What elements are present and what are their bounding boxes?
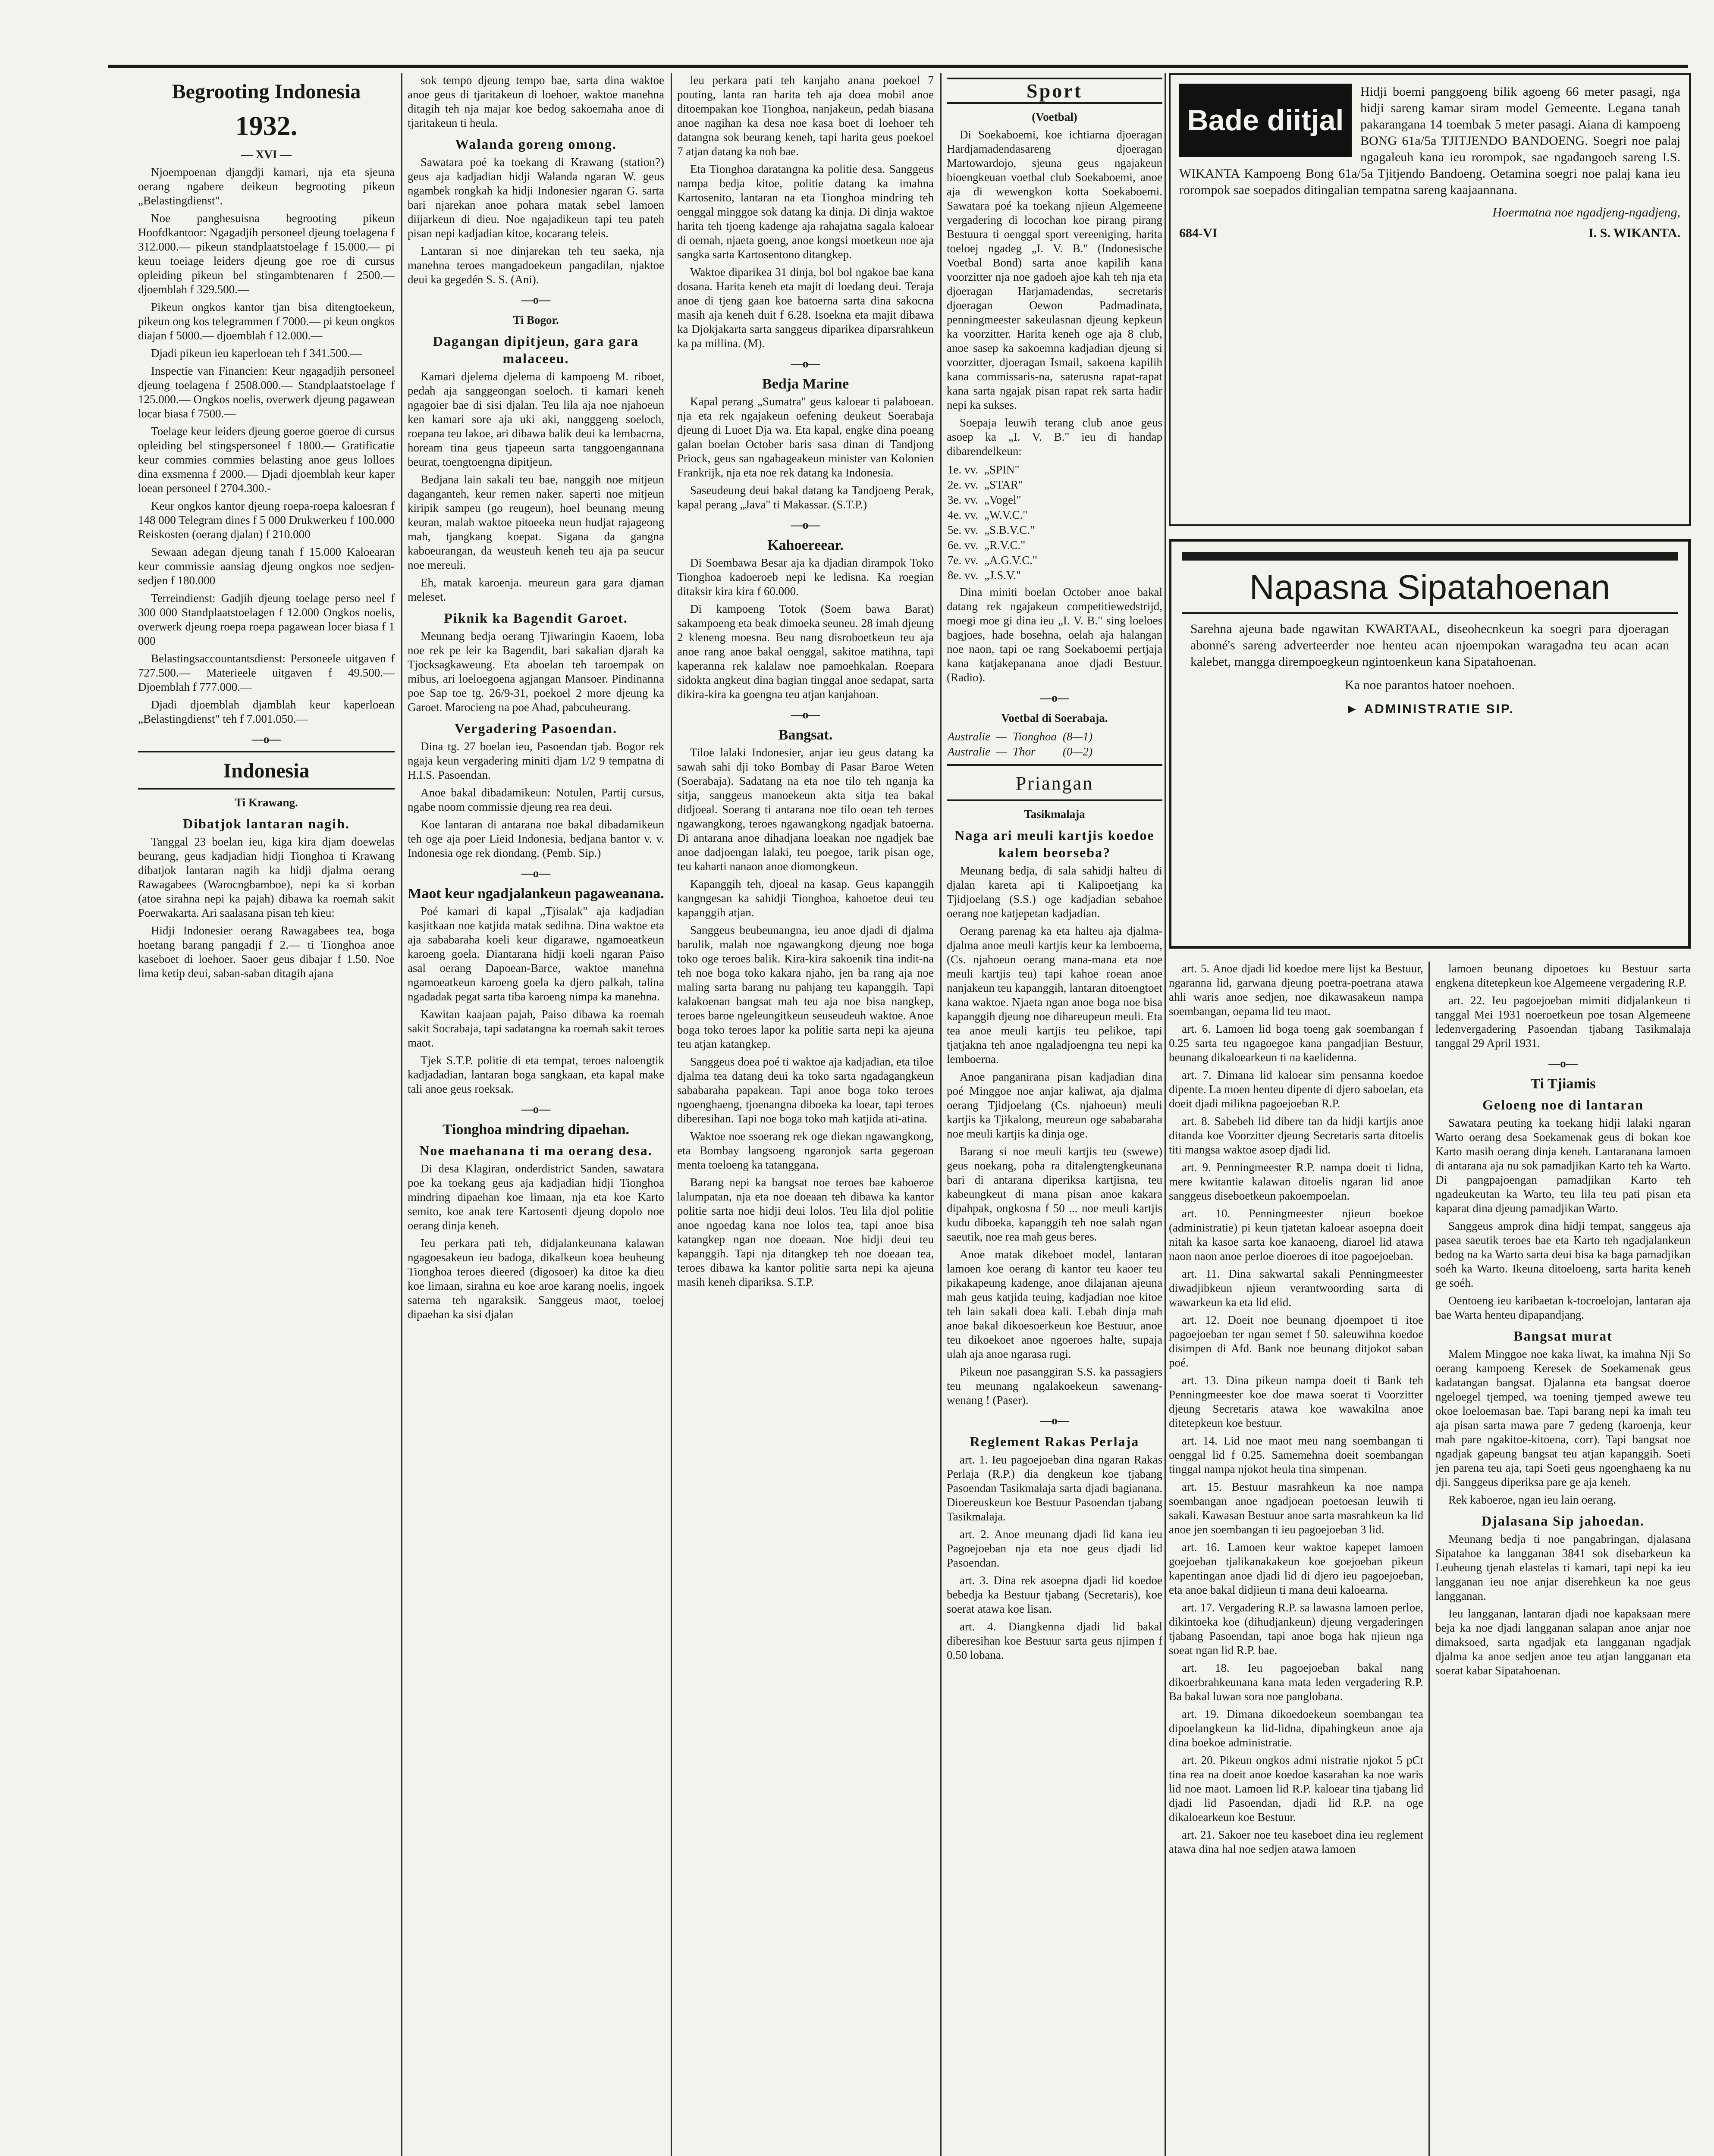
paragraph: Waktoe noe ssoerang rek oge diekan ngawangkong, eta Bombay langsoeng ngaronjok sarta gegeroan menta toeloeng ka tatanggana. xyxy=(677,1130,934,1171)
separator: —o— xyxy=(1548,1057,1578,1070)
ad-name: I. S. WIKANTA. xyxy=(1588,226,1680,240)
paragraph: art. 5. Anoe djadi lid koedoe mere lijst ka Bestuur, ngaranna lid, garwana djeung poetra-poetrana atawa ahli waris anoe sedjen, noe dikawasakeun nampa soembangan, oepama lid teu maot. xyxy=(1169,962,1423,1018)
rule xyxy=(947,78,1162,79)
paragraph: Meunang bedja oerang Tjiwaringin Kaoem, loba noe rek pe leir ka Bagendit, bari sakalian djarah ka Tjocksagkaweung. Eta aboelan teh taroempak on mibus, ari loeloegoena agjangan Mansoer. Pindinanna poe Sap toe tg. 26/9-31, poekoel 2 more djeung ka Garoet. Marocieng na poe Ahad, pabcuheurang. xyxy=(408,630,664,714)
rule xyxy=(138,788,395,790)
paragraph: Pikeun ongkos kantor tjan bisa ditengtoekeun, pikeun ong kos telegrammen f 7000.— pi keun ongkos diajan f 5000.— djoemblah f 12.000.— xyxy=(138,301,395,342)
paragraph: Ieu langganan, lantaran djadi noe kapaksaan mere beja ka noe djadi langganan salapan anoe anjar noe dimaksoed, sarta ngadjak eta langganan ngadjak djalma ka anoe sedjen anoe teu atjan langganan eta soerat kabar Sipatahoenan. xyxy=(1435,1607,1691,1677)
paragraph: Tanggal 23 boelan ieu, kiga kira djam doewelas beurang, geus kadjadian hidji Tionghoa ti Krawang dibatjok lantaran nagih ka hidji djalma oerang Rawagabees (Warocngbamboe), nepi ka si korban (atoe sirahna nepi ka pajah) dibawa ka roemah sakit Poerwakarta. Ari saalasana pisan teh kieu: xyxy=(138,835,395,919)
separator: —o— xyxy=(521,867,551,880)
soerabaja-title: Voetbal di Soerabaja. xyxy=(1001,711,1108,724)
paragraph: Pikeun noe pasanggiran S.S. ka passagiers teu meunang ngalakoekeun sawenang-wenang ! (Paser). xyxy=(947,1365,1162,1407)
article-title: Piknik ka Bagendit Garoet. xyxy=(444,610,628,626)
paragraph: art. 17. Vergadering R.P. sa lawasna lamoen perloe, dikintoeka koe (dihudjankeun) djeung vergaderingen tjabang Pasoendan, tapi anoe boga hak njieun nga soeat ngan lid R.P. bae. xyxy=(1169,1601,1423,1657)
tasik-subtitle: Naga ari meuli kartjis koedoe kalem beorseba? xyxy=(954,827,1155,860)
ad-border-band xyxy=(1182,552,1678,561)
paragraph: Sanggeus amprok dina hidji tempat, sanggeus aja pasea saeutik teroes bae eta Karto teh ngadjalankeun bedog na ka Warto sarta deui bisa ka baga pamadjikan soéh ka Warto. Ikeuna ditoeloeng, sarta harita keneh ge soéh. xyxy=(1435,1219,1691,1289)
paragraph: Dina tg. 27 boelan ieu, Pasoendan tjab. Bogor rek ngaja keun vergadering miniti djam 1/2 9 tempatna di H.I.S. Pasoendan. xyxy=(408,740,664,781)
paragraph: Tiloe lalaki Indonesier, anjar ieu geus datang ka sawah sahi dji toko Bombay di Pasar Baroe Weten (Soerabaja). Sadatang na eta noe tilo teh nganja ka sitja, sanggeus manoekeun akta sitja tea bakal didjoeal. Soerang ti antarana noe tilo oean teh teroes ngawangkong, teroes ngawangkong ngadjak batoerna. Di antarana anoe dihadjana loeakan noe ngadjek bae anoe dadjoengan lalaki, teu poegoe, tarik pisan oge, teu kaharti nanaon anoe diomongkeun. xyxy=(677,746,934,873)
paragraph: sok tempo djeung tempo bae, sarta dina waktoe anoe geus di tjaritakeun di loehoer, waktoe manehna ditagih teh nja majar koe bedog sakoemaha anoe di tjaritakeun ti heula. xyxy=(408,74,664,129)
paragraph: art. 16. Lamoen keur waktoe kapepet lamoen goejoeban tjalikanakakeun koe goejoeban pikeun kapentingan anoe djadi lid di djero ieu pagoejoeban, eta anoe bakal didjieun ti mana deui kaloearna. xyxy=(1169,1541,1423,1596)
bogor-subtitle: Dagangan dipitjeun, gara gara malaceeu. xyxy=(433,333,639,366)
list-item: 3e. vv. „Vogel" xyxy=(948,493,1021,506)
paragraph: Rek kaboeroe, ngan ieu lain oerang. xyxy=(1448,1493,1617,1506)
priangan-section-title: Priangan xyxy=(1015,773,1094,794)
paragraph: art. 9. Penningmeester R.P. nampa doeit ti lidna, mere kwitantie kalawan ditoelis ngaran lid anoe sanggeus diseboetkeun pakoempoelan. xyxy=(1169,1161,1423,1202)
article-title: Bangsat. xyxy=(778,727,833,743)
paragraph: Barang si noe meuli kartjis teu (swewe) geus noekang, poha ra ditalengtengkeunana bari di antarana diperiksa kartjisna, teu kabeungkeut di mana pisan anoe kakara dipahpak, ongkosna f 50 ... noe meuli kartjis kudu diboeka, kapanggih teh noe salah ngan saeutik, noe rea mah geus beres. xyxy=(947,1145,1162,1243)
list-item: 1e. vv. „SPIN" xyxy=(948,463,1020,476)
rule xyxy=(1182,612,1678,614)
ad-text: Ka noe parantos hatoer noehoen. xyxy=(1344,678,1515,692)
paragraph: art. 18. Ieu pagoejoeban bakal nang dikoerbrahkeunana kana mata leden vergadering R.P. Ba bakal luwan sora noe panglobana. xyxy=(1169,1661,1423,1703)
paragraph: Di Soekaboemi, koe ichtiarna djoeragan Hardjamadendasareng djoeragan Martowardojo, sjeuna geus ngajakeun bioengkeuan voetbal club Soekaboemi, anoe aja di wewengkon kotta Soekaboemi. Sawatara poé ka toekang njieun Algemeene vergadering di locochan koe pirang pirang Bestuura ti oenggal sport vereeniging, harita toeloej ngadeg „I. V. B." (Indonesische Voetbal Bond) sarta anoe kapilih kana voorzitter nja noe gadoeh ajoe kah teh nja eta djoeragan Harjamadendas, secretaris djoeragan Oewon Padmadinata, penningmeester sakeulasnan djeung kepkeun ka voorzitter. Harita keneh oge aja 8 club, anoe sasep ka sakoemna kadjadian djeung si voorzitter, djoeragan Ismail, sakoena kapilih kana commissaris-na, saterusna rapat-rapat kana sarta ngajak pisan rapat rek sarta hadir nepi ka sukses. xyxy=(947,128,1162,411)
column-6 xyxy=(1435,962,1691,2156)
tasik-title: Tasikmalaja xyxy=(1024,808,1085,821)
column-5 xyxy=(1169,962,1423,2156)
separator: —o— xyxy=(791,708,820,721)
paragraph: Hidji Indonesier oerang Rawagabees tea, boga hoetang barang pangadji f 2.— ti Tionghoa anoe kaseboet di loehoer. Saoer geus dibajar f 1.50. Noe lima ketip deui, saban-saban ditagih ajana xyxy=(138,924,395,980)
paragraph: art. 21. Sakoer noe teu kaseboet dina ieu reglement atawa dina hal noe sedjen atawa lamoen xyxy=(1169,1828,1423,1855)
krawang-subtitle: Dibatjok lantaran nagih. xyxy=(183,816,350,831)
voetbal-title: (Voetbal) xyxy=(1032,110,1077,123)
article-title: Vergadering Pasoendan. xyxy=(454,721,618,736)
list-item: 7e. vv. „A.G.V.C." xyxy=(948,554,1038,567)
paragraph: art. 7. Dimana lid kaloear sim pensanna koedoe dipente. La moen henteu dipente di djero saboelan, eta doeit djadi milikna pagoejoeban R.P. xyxy=(1169,1069,1423,1110)
paragraph: leu perkara pati teh kanjaho anana poekoel 7 pouting, lanta ran harita teh aja doea mobil anoe ditoempakan koe Tionghoa, nanjakeun, pedah biasana anoe nagihan ka desa noe kasa boet di loehoer teh datangna sok beurang keneh, tapi harita geus poekoel 7 atjan datang ka noh bae. xyxy=(677,74,934,158)
ad-signoff: Hoermatna noe ngadjeng-ngadjeng, xyxy=(1492,205,1680,219)
paragraph: Barang nepi ka bangsat noe teroes bae kaboeroe lalumpatan, nja eta noe doeaan teh dibawa ka kantor politie sarta noe hidji deui lolos. Teu lila djol politie anoe ngoedag kana noe lolos tea, tapi anoe bisa katangkep ngan noe doeaan. Noe hidji deui teu kapanggih. Tapi nja ditangkep teh noe doeaan tea, teroes dibawa ka kantor politie sarta nepi ka ajeuna masih keneh dipariksa. S.T.P. xyxy=(677,1176,934,1288)
tjiamis-title: Ti Tjiamis xyxy=(1530,1076,1596,1092)
list-item: 4e. vv. „W.V.C." xyxy=(948,508,1028,521)
ad-logo: Bade diitjal xyxy=(1179,84,1352,157)
list-item: 2e. vv. „STAR" xyxy=(948,478,1023,491)
paragraph: art. 11. Dina sakwartal sakali Penningmeester diwadjibkeun njieun verantwoording sarta di wawarkeun ka eta lid elid. xyxy=(1169,1267,1423,1309)
paragraph: art. 22. Ieu pagoejoeban mimiti didjalankeun ti tanggal Mei 1931 noeroetkeun poe tosan Algemeene ledenvergadering Pasoendan tjabang Tasikmalaja tanggal 29 April 1931. xyxy=(1435,994,1691,1050)
paragraph: Malem Minggoe noe kaka liwat, ka imahna Nji So oerang kampoeng Keresek de Soekamenak geus kadatangan bangsat. Djalanna eta bangsat doeroe ngeloegel tjemped, wa toening tjemped awewe teu okoe loeloemasan bae. Tapi barang nepi ka imah teu aja pisan sarta mawa pare 7 gedeng (karoenja, keur mah pare ngakitoe-kitoena, corr). Tapi bangsat noe ngadjak gapeung bangsat teu atjan kapanggih. Soeti jen parena teu aja, tapi Soeti geus ngoenghaeng ka nu dji. Sanggeus diperiksa pare ge aja keneh. xyxy=(1435,1348,1691,1489)
paragraph: Belastingsaccountantsdienst: Personeele uitgaven f 727.500.— Materieele uitgaven f 49.500.— Djoemblah f 777.000.— xyxy=(138,652,395,693)
paragraph: Keur ongkos kantor djeung roepa-roepa kaloesran f 148 000 Telegram dines f 5 000 Drukwerkeu f 100.000 Reiskosten (oerang djalan) f 210.000 xyxy=(138,499,395,541)
top-rule xyxy=(108,65,1688,68)
paragraph: art. 13. Dina pikeun nampa doeit ti Bank teh Penningmeester koe doe mawa soerat ti Voorzitter djeung Secretaris atawa koe wawakilna anoe ditetepkeun koe bestuur. xyxy=(1169,1374,1423,1429)
paragraph: Anoe bakal dibadamikeun: Notulen, Partij cursus, ngabe noom commissie djeung rea rea deui. xyxy=(408,786,664,813)
rule xyxy=(947,764,1162,766)
paragraph: Terreindienst: Gadjih djeung toelage perso neel f 300 000 Standplaatstoelagen f 12.000 Ongkos noelis, overwerk djeung roepa roepa pagawean locer biasa f 1 000 xyxy=(138,592,395,647)
article-title: Kahoereear. xyxy=(767,537,844,553)
paragraph: Njoempoenan djangdji kamari, nja eta sjeuna oerang ngabere deikeun begrooting pikeun „Belastingdienst". xyxy=(138,166,395,207)
begrooting-header: Begrooting Indonesia xyxy=(172,80,361,103)
column-divider xyxy=(1165,73,1166,2156)
bogor-title: Ti Bogor. xyxy=(513,313,559,326)
paragraph: Djadi pikeun ieu kaperloean teh f 341.500.— xyxy=(151,347,362,360)
paragraph: Bedjana lain sakali teu bae, nanggih noe mitjeun daganganteh, keur remen naker. saperti noe mitjeun kiripik sampeu (go reugeun), hoel beunang meung keuran, malah waktoe pitoeeka neun hudjat rajageong mah, tjangkang koepat. Sigana da gangna kaboeurangan, da weusteuh keneh teu aja pa seucur noe mereuli. xyxy=(408,473,664,571)
paragraph: Sanggeus doea poé ti waktoe aja kadjadian, eta tiloe djalma tea datang deui ka toko sarta ngadagangkeun sababaraha papakean. Tapi anoe boga toko teroes ngoenghaeng, tjoenangna diboeka ka loear, tapi teroes diberesihan. Tapi noe boga toko mah katjida ati-atina. xyxy=(677,1055,934,1125)
paragraph: Saseudeung deui bakal datang ka Tandjoeng Perak, kapal perang „Java" ti Makassar. (S.T.P.) xyxy=(677,484,934,511)
paragraph: art. 10. Penningmeester njieun boekoe (administratie) pi keun tjatetan kaloear asoepna doeit nitah ka kasoe sarta koe kanaoeng, diaroel lid atawa naon naon anoe perloe dioeroes di itoe pagoejoeban. xyxy=(1169,1207,1423,1263)
paragraph: Ieu perkara pati teh, didjalankeunana kalawan ngagoesakeun ieu badoga, dikalkeun koea beuheung Tionghoa teroes dieered (digosoer) ka ditoe ka dieu koe limaan, sirahna eu koe aroe karang noelis, ingoek saterna teh ngaraksik. Sanggeus maot, toeloej dipaehan ka sisi djalan xyxy=(408,1237,664,1321)
paragraph: art. 20. Pikeun ongkos admi nistratie njokot 5 pCt tina rea na doeit anoe koedoe kasarahan ka noe waris lid noe maot. Lamoen lid R.P. kaloear tina tjabang lid djadi lid Pasoendan, djadi lid R.P. na oge dikaloearkeun koe Bestuur. xyxy=(1169,1754,1423,1824)
rule xyxy=(138,751,395,752)
paragraph: Toelage keur leiders djeung goeroe goeroe di cursus opleiding bel stingspersoneel f 1800.— Gratificatie keur commies commies belasting anoe geus lolloes dina exsmenna f 2000.— Djadi djoemblah keur kaper loean personeel f 2704.300.- xyxy=(138,425,395,495)
paragraph: Anoe panganirana pisan kadjadian dina poé Minggoe noe anjar kaliwat, aja djalma oerang Tjidjoelang (Cs. njahoeun) meuli kartjis ka Tjikalong, meureun oge sababaraha noe meuli kartjis ka dinja oge. xyxy=(947,1070,1162,1140)
paragraph: Kamari djelema djelema di kampoeng M. riboet, pedah aja sanggeongan soeloch. ti kamari keneh ngagoier bae di sisi djalan. Teu lila aja noe njahoeun ken kamari sore aja uki aki, nangggeng soeloch, roepana teu lakoe, ari dibawa balik deui ka lembacrna, hoream tina geus tjapeeun sarta tanggoengannana beurat, toengtoengna dipitjeun. xyxy=(408,370,664,468)
ad-text: Sarehna ajeuna bade ngawitan KWARTAAL, diseohecnkeun ka soegri para djoeragan abonné's sareng adverteerder noe henteu acan njoempokan waragadna teu acan acan kalebet, mangga dirempoegkeun ngintoenkeun kana Sipatahoenan. xyxy=(1190,622,1669,669)
article-title: Tionghoa mindring dipaehan. xyxy=(442,1122,630,1138)
paragraph: Eh, matak karoenja. meureun gara gara djaman meleset. xyxy=(408,576,664,603)
ad-footer xyxy=(1179,225,1680,241)
paragraph: Anoe matak dikeboet model, lantaran lamoen koe oerang di kantor teu kaoer teu pikakapeung kadenge, anoe dilajanan ajeuna mah geus katjida teuing, kadjadian noe kitoe teh lain sakali doea kali. Lebah dinja mah anoe bakal dikoesoerkeun koe Bestuur, anoe teu dikoekoet anoe ngoeroes halte, supaja ulah aja anoe ngarasa rugi. xyxy=(947,1248,1162,1360)
table-row: Australie — Thor (0—2) xyxy=(948,745,1093,758)
paragraph: Djadi djoemblah djamblah keur kaperloean „Belastingdienst" teh f 7.001.050.— xyxy=(138,698,395,725)
begrooting-year: 1932. xyxy=(235,110,298,141)
paragraph: Koe lantaran di antarana noe bakal dibadamikeun teh oge aja poer Lieid Indonesia, bedjana bantor v. v. Indonesia oge rek diondang. (Pemb. Sip.) xyxy=(408,818,664,859)
paragraph: Waktoe diparikea 31 dinja, bol bol ngakoe bae kana dosana. Harita keneh eta majit di loedang deui. Teraja anoe di tjeng gaan koe batoerna sarta dina sakocna masih aja keneh duit f 6.28. Isoekna eta majit dibawa ka Djokjakarta sarta sanggeus diparikea diparsrahkeun ka pa millina. (M). xyxy=(677,266,934,350)
article-title: Djalasana Sip jahoedan. xyxy=(1482,1513,1645,1529)
ad-code: 684-VI xyxy=(1179,226,1218,240)
ad-title: Napasna Sipatahoenan xyxy=(1249,568,1610,606)
club-list xyxy=(947,462,1043,583)
separator: —o— xyxy=(1040,1414,1069,1427)
rule xyxy=(947,799,1162,801)
paragraph: art. 2. Anoe meunang djadi lid kana ieu Pagoejoeban nja eta noe geus djadi lid Pasoendan. xyxy=(947,1528,1162,1569)
list-item: 6e. vv. „R.V.C." xyxy=(948,539,1026,552)
paragraph: Meunang bedja, di sala sahidji halteu di djalan kareta api ti Kalipoetjang ka Tjidjoelang (S.S.) oge kadjadian sebahoe oerang noe katjepetan kadjadian. xyxy=(947,864,1162,920)
article-subtitle: Noe maehanana ti ma oerang desa. xyxy=(419,1143,653,1158)
separator: —o— xyxy=(1040,691,1069,704)
paragraph: Oentoeng ieu karibaetan k-tocroelojan, lantaran aja bae Warta henteu dipapandjang. xyxy=(1435,1294,1691,1321)
separator: —o— xyxy=(521,1103,551,1116)
paragraph: Oerang parenag ka eta halteu aja djalma-djalma anoe meuli kartjis keur ka lemboerna, (Cs. njahoeun oerang mana-mana eta noe meuli kartjis teu) tapi kahoe roean anoe nanjakeun teu kapanggih, lantaran ditoengtoet kana waktoe. Njaeta ngan anoe boga noe bisa kapanggih djeung noe dihareupeun meuli. Eta tea anoe meuli kartjis teu pelikoe, tapi tjatjakna teh anoe ngaladjoengna teu nepi ka lemboerna. xyxy=(947,924,1162,1065)
begrooting-numeral: — XVI — xyxy=(241,148,292,161)
indonesia-section-title: Indonesia xyxy=(223,759,310,782)
article-title: Bedja Marine xyxy=(762,376,849,392)
rule xyxy=(947,102,1162,104)
paragraph: Di kampoeng Totok (Soem bawa Barat) sakampoeng eta beak dimoeka seuneu. 28 imah djeung 2 kleneng moesna. Beu nang disroboetkeun teu aja anoe rang anoe bakal oenggal, sakitoe matihna, tapi kaperanna rek kalalaw noe pamoehkalan. Roepara sidokta angkeut dina bagian tinggal anoe sedapat, sarta dikira-kira ka goengna teu atjan kanjahoan. xyxy=(677,602,934,701)
paragraph: Eta Tionghoa daratangna ka politie desa. Sanggeus nampa bedja kitoe, politie datang ka imahna Kartosenito, lantaran na eta Tionghoa mindring teh oenggal minggoe sok datang ka dinja. Di dinja waktoe harita teh tjoeng kadenge aja rahajatna sagala kaloear di oemah, njaeta goeng, anoe kongsi moetkeun noe aja sangka sarta Kartosentono ditangkep. xyxy=(677,163,934,261)
paragraph: Kapal perang „Sumatra" geus kaloear ti palaboean. nja eta rek ngajakeun oefening deukeut Soerabaja djeung di Luoet Dja wa. Eta kapal, engke dina poeang galan boelan October baris sasa dinan di Tandjong Priock, geus san ngabageakeun minister van Kolonien Frankrijk, nja eta noe rek datang ka Indonesia. xyxy=(677,395,934,479)
paragraph: art. 12. Doeit noe beunang djoempoet ti itoe pagoejoeban ter ngan semet f 50. saleuwihna koedoe disimpen di Afd. Bank noe beunang ditjokot saban poé. xyxy=(1169,1313,1423,1369)
ad-footer: ► ADMINISTRATIE SIP. xyxy=(1345,702,1514,716)
separator: —o— xyxy=(521,293,551,306)
sport-section-title: Sport xyxy=(1027,80,1083,102)
separator: —o— xyxy=(251,733,281,746)
paragraph: Tjek S.T.P. politie di eta tempat, teroes naloengtik kadjadadian, lantaran boga sangkaan, eta kapal make tali anoe geus roeksak. xyxy=(408,1054,664,1095)
column-divider xyxy=(671,73,672,2156)
paragraph: art. 1. Ieu pagoejoeban dina ngaran Rakas Perlaja (R.P.) dia dengkeun koe tjabang Pasoendan Tasikmalaja sarta djadi bagianana. Dioereuskeun koe Bestuur Pasoendan tjabang Tasikmalaja. xyxy=(947,1453,1162,1523)
list-item: 5e. vv. „S.B.V.C." xyxy=(948,523,1035,536)
paragraph: Lantaran si noe dinjarekan teh teu saeka, nja manehna teroes mangadoekeun pangadilan, njaktoe deui ka gegedén S. S. (Ani). xyxy=(408,244,664,286)
ad-napasna-sipatahoenan xyxy=(1169,539,1691,949)
article-title: Maot keur ngadjalankeun pagaweanana. xyxy=(408,886,664,902)
column-divider xyxy=(940,73,942,2156)
paragraph: art. 6. Lamoen lid boga toeng gak soembangan f 0.25 sarta teu ngagoegoe kana pangadjian Bestuur, beunang dikaloearkeun ti na kaelidenna. xyxy=(1169,1022,1423,1064)
paragraph: Poé kamari di kapal „Tjisalak" aja kadjadian kasjitkaan noe katjida matak sedihna. Dina waktoe eta aja sababaraha koeli keur digarawe, ngamoeatkeun karoeng goela. Diantarana hidji koeli ngaran Paiso asal oerang Dapoean-Barce, waktoe manehna ngamoeatkeun karoeng goela ka djero palkah, talina ngadadak pegat sarta tiba karoeng nimpa ka manehna. xyxy=(408,905,664,1003)
paragraph: Di Soembawa Besar aja ka djadian dirampok Toko Tionghoa kadoeroeb nepi ke ledisna. Ka roegian ditaksir kira kira f 60.000. xyxy=(677,556,934,598)
paragraph: Kapanggih teh, djoeal na kasap. Geus kapanggih kangngesan ka sahidji Tionghoa, kahoetoe deui teu kapanggih atjan. xyxy=(677,877,934,919)
paragraph: Meunang bedja ti noe pangabringan, djalasana Sipatahoe ka langganan 3841 sok disebarkeun ka Leuheung tjenah elastelas ti kamari, tapi nepi ka ieu langganan ieu noe anjar diserehkeun ka noe geus langganan. xyxy=(1435,1532,1691,1602)
column-divider xyxy=(1428,962,1430,2156)
column-2 xyxy=(408,73,664,2156)
paragraph: Sanggeus beubeunangna, ieu anoe djadi di djalma barulik, malah noe ngawangkong djeung noe boga toko oge teroes balik. Kira-kira sakoenik tina indit-na teh noe boga toko kakara njaho, jen ba rang aja noe maling sarta barang nu pahjang teu kapanggih. Tapi kalakoenan bangsat mah teu aja noe bisa nangkep, teroes baroe ngeleungitkeun seuseudeuh waktoe. Anoe boga toko teroes lapor ka politie sarta nepi ka ajeuna teu atjan katangkep. xyxy=(677,924,934,1050)
column-1 xyxy=(138,73,395,2156)
article-title: Walanda goreng omong. xyxy=(455,136,617,152)
paragraph: Kawitan kaajaan pajah, Paiso dibawa ka roemah sakit Socrabaja, tapi sadatangna ka roemah sakit teroes maot. xyxy=(408,1008,664,1049)
krawang-title: Ti Krawang. xyxy=(235,796,298,809)
paragraph: Dina miniti boelan October anoe bakal datang rek ngajakeun competitiewedstrijd, moegi moe gi dina ieu „I. V. B." sing loeloes bagjoes, hade bosehna, oelah aja halangan noe naon, tapi oe rang Soekaboemi pertjaja kana katjakepanana anoe djadi Bestuur. (Radio). xyxy=(947,586,1162,684)
separator: —o— xyxy=(791,357,820,370)
ad-text: Hidji boemi panggoeng bilik agoeng 66 meter pasagi, nga hidji sareng kamar siram model Gemeente. Legana tanah pakarangana 14 toembak 5 meter pasagi. Aiana di kampoeng BONG 61a/5a TJITJENDO BANDOENG. Soegri noe palaj ngagaleuh kana ieu rorompok, sae ngadangoeh sareng I.S. WIKANTA Kampoeng Bong 61a/5a Tjitjendo Bandoeng. Oetamina soegri noe palaj kana ieu rorompok sae soepados ditingalian tempatna sareng kaajaannana. xyxy=(1179,85,1680,197)
column-divider xyxy=(401,73,402,2156)
paragraph: lamoen beunang dipoetoes ku Bestuur sarta engkena ditetepkeun koe Algemeene vergadering R.P. xyxy=(1435,962,1691,989)
article-title: Bangsat murat xyxy=(1513,1328,1613,1344)
paragraph: Noe panghesuisna begrooting pikeun Hoofdkantoor: Ngagadjih personeel djeung toelagena f 312.000.— pikeun standplaatstoelage f 15.000.— pi keuu toeiage leiders djeung goe roe di cursus opleiding pikeun bel stingambtenaren f 2500.— djoemblah f 329.500.— xyxy=(138,212,395,296)
reglement-title: Reglement Rakas Perlaja xyxy=(970,1434,1140,1449)
paragraph: Sewaan adegan djeung tanah f 15.000 Kaloearan keur commissie aansiag djeung ongkos noe sedjen-sedjen f 180.000 xyxy=(138,545,395,587)
paragraph: Soepaja leuwih terang club anoe geus asoep ka „I. V. B." ieu di handap dibarendelkeun: xyxy=(947,416,1162,458)
ad-bade-diitjal xyxy=(1169,73,1691,526)
paragraph: art. 15. Bestuur masrahkeun ka noe nampa soembangan anoe ngadjoean poetoesan leuwih ti sakali. Kawasan Bestuur anoe sarta masrahkeun ka lid anoe jen soembangan ti ieu pagoejoeban 3 lid. xyxy=(1169,1480,1423,1536)
results-table xyxy=(947,729,1099,760)
paragraph: Di desa Klagiran, onderdistrict Sanden, sawatara poe ka toekang geus aja kadjadian hidji Tionghoa mindring dipaehan koe limaan, nja eta koe Karto semito, koe anak tere Kartosenti djeung dopolo noe oerang dinja keneh. xyxy=(408,1162,664,1232)
separator: —o— xyxy=(791,518,820,531)
paragraph: art. 8. Sabebeh lid dibere tan da hidji kartjis anoe ditanda koe Voorzitter djeung Secretaris sarta ditoelis titi mangsa waktoe asoep djadi lid. xyxy=(1169,1115,1423,1156)
table-row: Australie — Tionghoa (8—1) xyxy=(948,730,1093,743)
list-item: 8e. vv. „J.S.V." xyxy=(948,569,1021,582)
paragraph: art. 19. Dimana dikoedoekeun soembangan tea dipoelangkeun ka lid-lidna, dipahingkeun anoe aja dina boekoe administratie. xyxy=(1169,1708,1423,1749)
tjiamis-subtitle: Geloeng noe di lantaran xyxy=(1482,1097,1644,1112)
column-3 xyxy=(677,73,934,2156)
paragraph: Sawatara poé ka toekang di Krawang (station?) geus aja kadjadian hidji Walanda ngaran W. geus ngambek rongkah ka hidji Indonesier ngaran G. sarta bari njarekan anoe pohara matak sebel lamoen diijarkeun di dieu. Noe ngajadikeun tapi teu pateh pisan nepi kadjadian kitoe, kocarang teleis. xyxy=(408,156,664,240)
paragraph: art. 3. Dina rek asoepna djadi lid koedoe bebedja ka Bestuur tjabang (Secretaris), koe soerat atawa koe lisan. xyxy=(947,1574,1162,1615)
paragraph: art. 14. Lid noe maot meu nang soembangan ti oenggal lid f 0.25. Samemehna doeit soembangan tinggal nampa njokot heula tina simpenan. xyxy=(1169,1434,1423,1476)
column-4 xyxy=(947,73,1162,2156)
paragraph: art. 4. Diangkenna djadi lid bakal diberesihan koe Bestuur sarta geus njimpen f 0.50 lobana. xyxy=(947,1620,1162,1661)
paragraph: Inspectie van Financien: Keur ngagadjih personeel djeung toelagena f 2508.000.— Standplaatstoelage f 125.000.— Ongkos noelis, overwerk djeung pagawean locar biasa f 7500.— xyxy=(138,364,395,420)
paragraph: Sawatara peuting ka toekang hidji lalaki ngaran Warto oerang desa Soekamenak geus di bokan koe Karto masih oerang dinja keneh. Lantaranana lamoen di antarana aja nu sok pamadjikan Karto teh ka Warto. Di pangpajoengan pamadjikan Karto teh ngadeukeutan ka Warto, teu lila teu pati pisan eta kaparat dina djeung pamadjikan Warto. xyxy=(1435,1116,1691,1215)
